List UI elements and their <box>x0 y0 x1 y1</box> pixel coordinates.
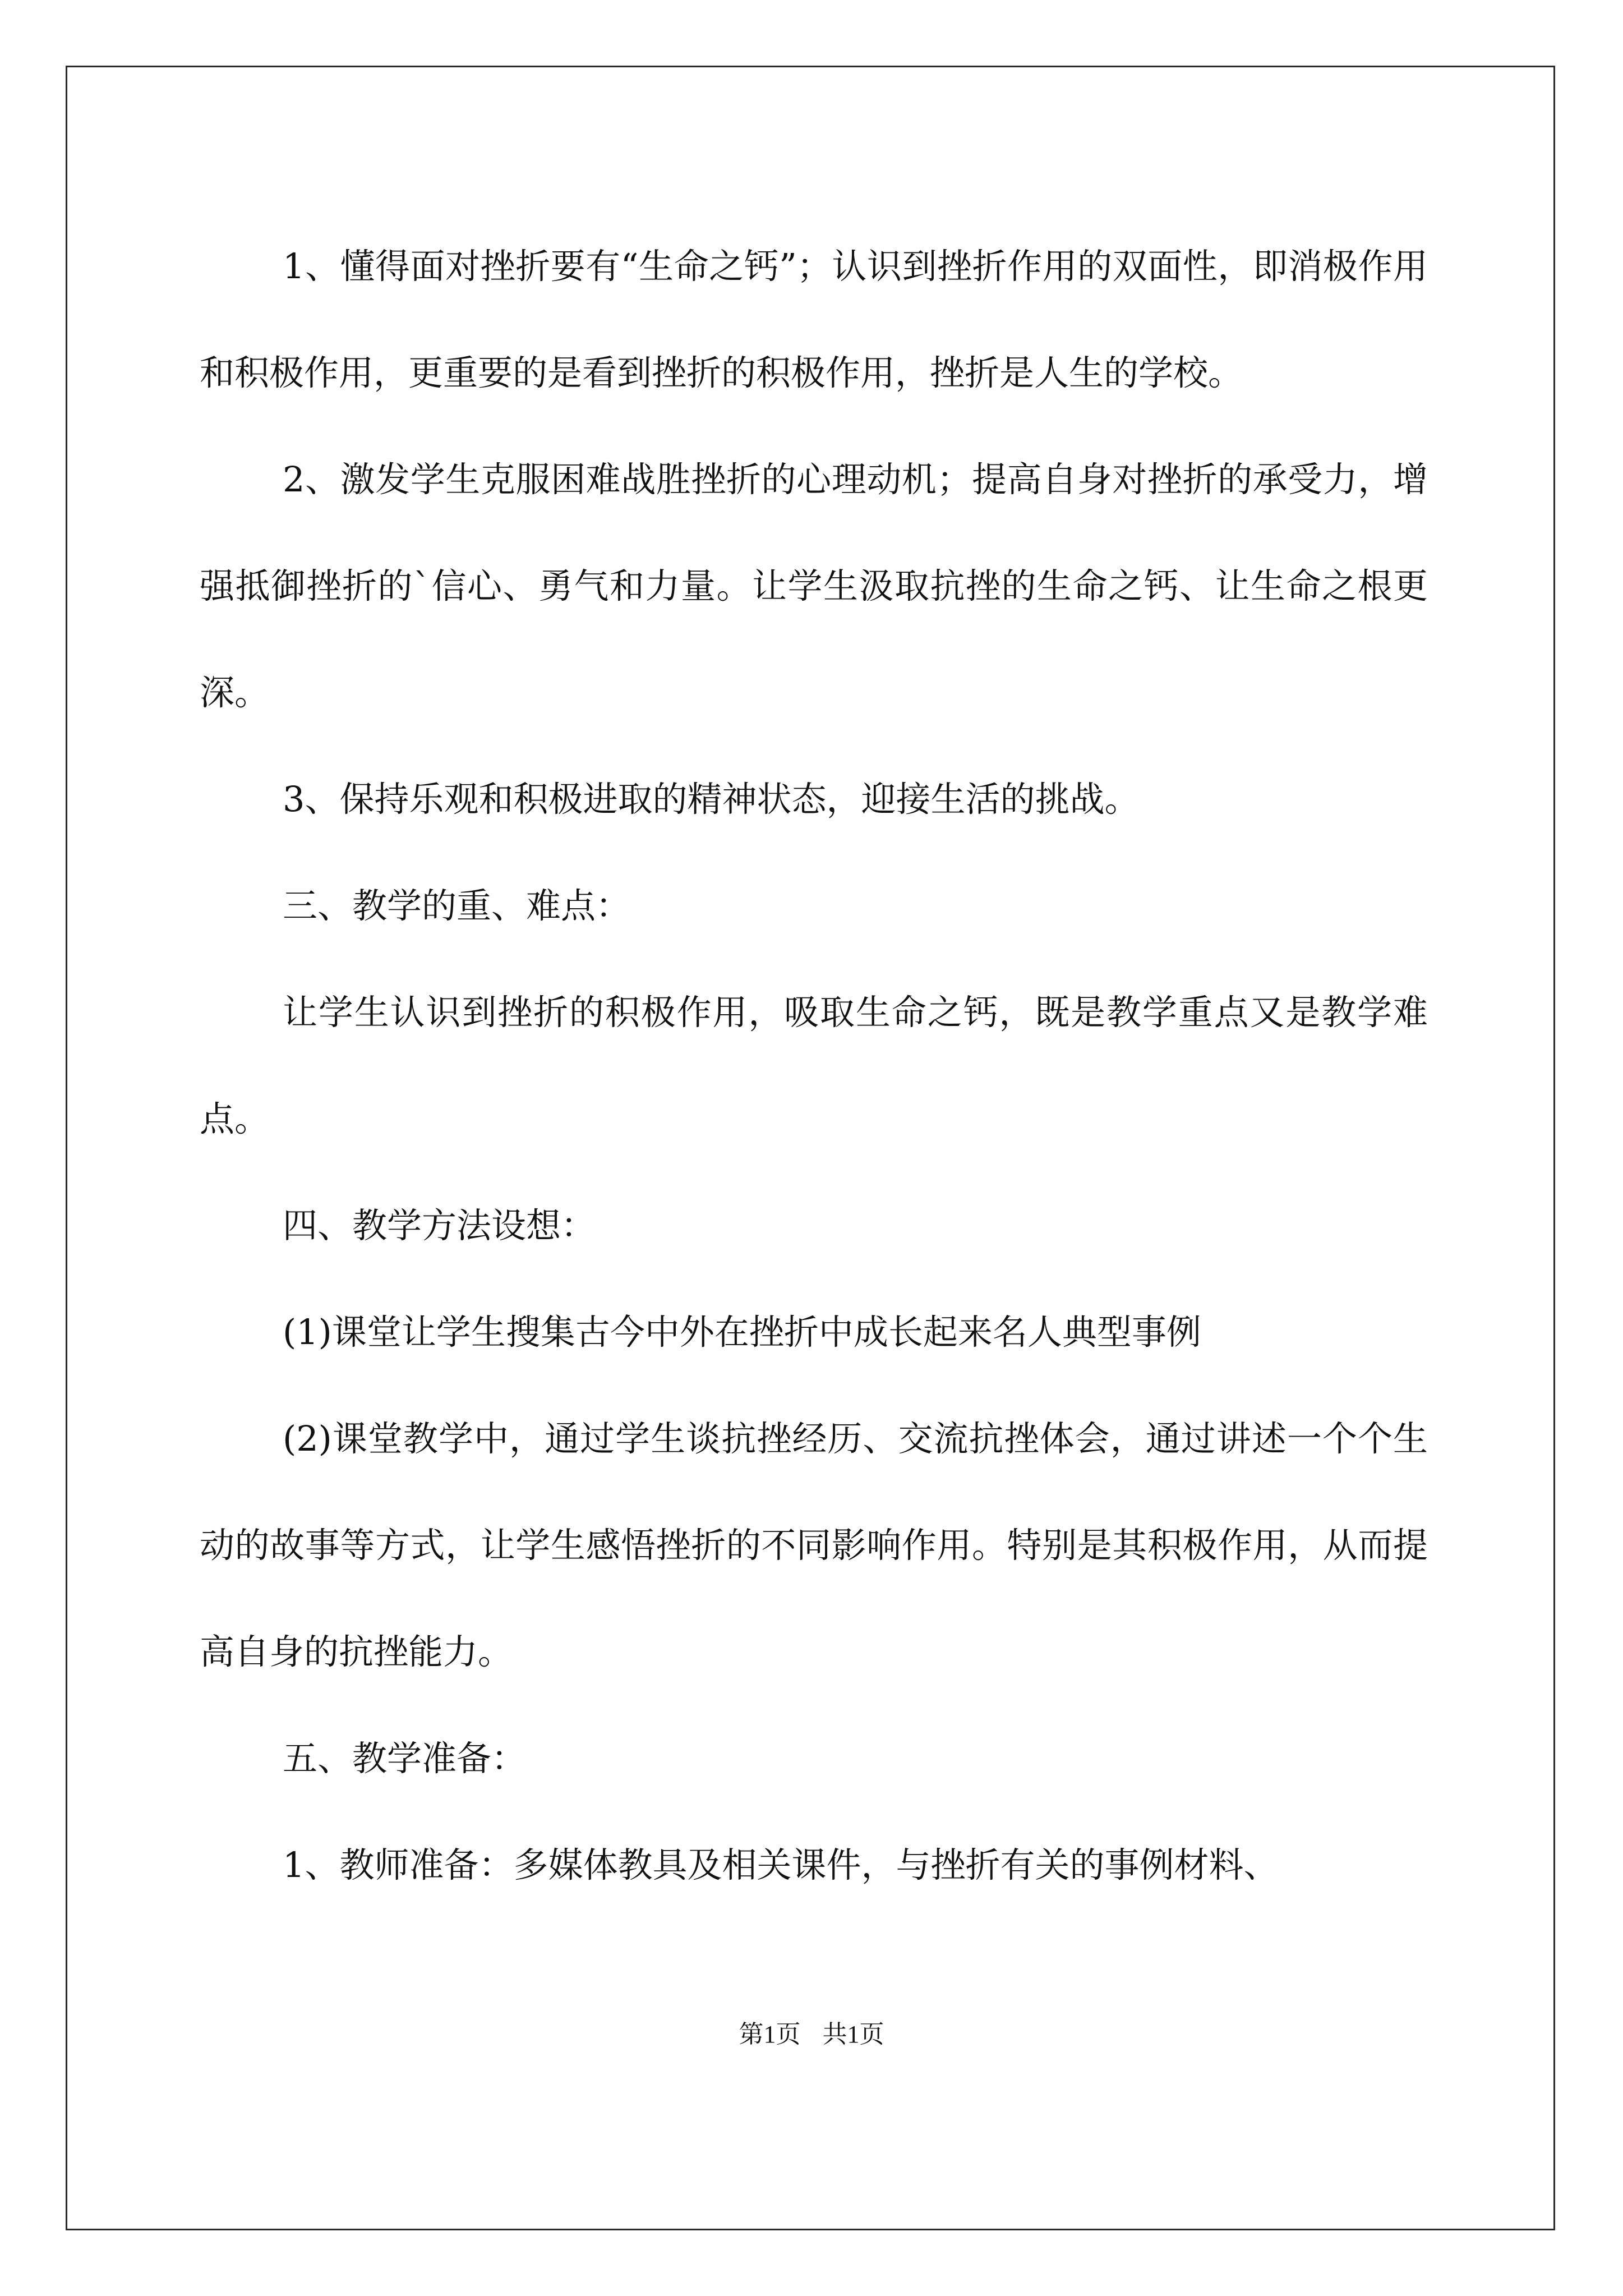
paragraph: 1、懂得面对挫折要有“生命之钙”；认识到挫折作用的双面性，即消极作用和积极作用，更重要的是看到挫折的积极作用，挫折是人生的学校。 <box>200 246 1428 393</box>
paragraph: 让学生认识到挫折的积极作用，吸取生命之钙，既是教学重点又是教学难点。 <box>200 992 1428 1139</box>
section-heading: 五、教学准备： <box>283 1738 527 1779</box>
paragraph: (2)课堂教学中，通过学生谈抗挫经历、交流抗挫体会，通过讲述一个个生动的故事等方式，让学生感悟挫折的不同影响作用。特别是其积极作用，从而提高自身的抗挫能力。 <box>200 1418 1428 1672</box>
section-heading: 四、教学方法设想： <box>283 1205 596 1246</box>
document-body <box>200 213 1428 1918</box>
section-heading: 三、教学的重、难点： <box>283 885 631 926</box>
page-footer <box>0 2014 1623 2050</box>
paragraph: 3、保持乐观和积极进取的精神状态，迎接生活的挑战。 <box>283 779 1140 820</box>
page-number: 第1页 <box>739 2021 801 2048</box>
paragraph: 2、激发学生克服困难战胜挫折的心理动机；提高自身对挫折的承受力，增强抵御挫折的`信心、勇气和力量。让学生汲取抗挫的生命之钙、让生命之根更深。 <box>200 459 1428 713</box>
paragraph: 1、教师准备：多媒体教具及相关课件，与挫折有关的事例材料、 <box>283 1844 1279 1885</box>
page-total: 共1页 <box>822 2021 884 2048</box>
paragraph: (1)课堂让学生搜集古今中外在挫折中成长起来名人典型事例 <box>283 1312 1201 1352</box>
